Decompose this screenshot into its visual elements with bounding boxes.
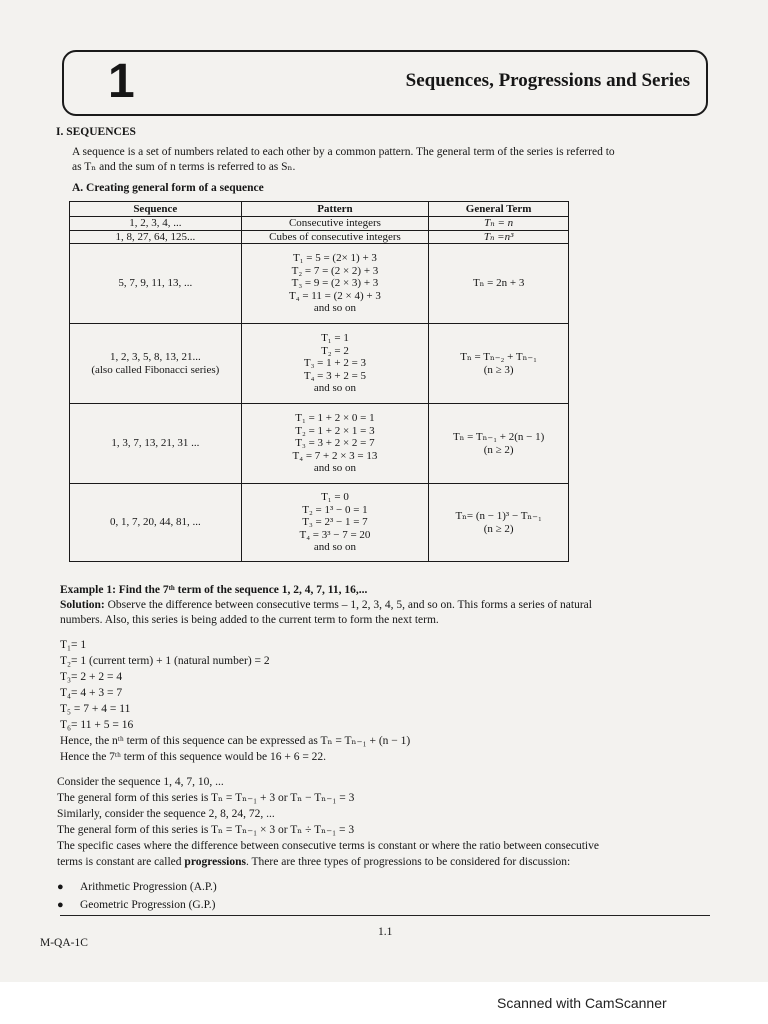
pattern-cell	[241, 217, 429, 231]
intro-line-2: as Tₙ and the sum of n terms is referred to as Sₙ.	[72, 161, 296, 173]
term-text: Tₙ =n³	[483, 230, 514, 243]
term-cell	[429, 484, 569, 562]
pattern-text: and so on	[313, 382, 357, 395]
table-row	[70, 230, 569, 244]
scanner-banner	[0, 982, 768, 1024]
pattern-text: T₁ = 5 = (2× 1) + 3	[292, 252, 377, 265]
pattern-text: T₂ = 1³ − 0 = 1	[302, 503, 368, 516]
table-row	[70, 404, 569, 484]
term-condition: (n ≥ 2)	[483, 443, 514, 456]
table-row	[70, 244, 569, 324]
section-heading: I. SEQUENCES	[56, 126, 136, 138]
pattern-text: T₂ = 7 = (2 × 2) + 3	[291, 264, 379, 277]
pattern-text: T₂ = 1 + 2 × 1 = 3	[295, 424, 375, 437]
consider-line: Similarly, consider the sequence 2, 8, 24, 72, ...	[57, 808, 275, 820]
chapter-title: Sequences, Progressions and Series	[405, 70, 690, 91]
term-text: Tₙ= (n − 1)³ − Tₙ₋₁	[455, 510, 542, 522]
solution-text: Observe the difference between consecutive terms – 1, 2, 3, 4, 5, and so on. This forms a series of natural	[104, 599, 592, 611]
sequence-note: (also called Fibonacci series)	[91, 363, 220, 376]
sequence-text: 1, 8, 27, 64, 125...	[115, 230, 196, 243]
example-step: T₂= 1 (current term) + 1 (natural number) = 2	[60, 655, 270, 667]
consider-line: The general form of this series is Tₙ = Tₙ₋₁ + 3 or Tₙ − Tₙ₋₁ = 3	[57, 792, 355, 804]
term-cell	[429, 217, 569, 231]
sequence-cell	[70, 244, 242, 324]
sequence-text: 1, 3, 7, 13, 21, 31 ...	[111, 437, 200, 450]
sequence-table	[69, 201, 569, 562]
example-step: Hence, the nᵗʰ term of this sequence can be expressed as Tₙ = Tₙ₋₁ + (n − 1)	[60, 735, 411, 747]
sequence-text: 5, 7, 9, 11, 13, ...	[118, 277, 193, 290]
term-cell	[429, 230, 569, 244]
table-header-cell: Sequence	[70, 202, 242, 217]
term-cell	[429, 324, 569, 404]
pattern-text: T₁ = 1	[321, 332, 349, 345]
consider-line: Consider the sequence 1, 4, 7, 10, ...	[57, 776, 224, 788]
pattern-text: T₄ = 7 + 2 × 3 = 13	[292, 449, 378, 462]
chapter-header-box	[62, 50, 708, 116]
example-step: T₁= 1	[60, 639, 87, 651]
term-text: Tₙ = n	[484, 217, 514, 229]
sequence-cell	[70, 484, 242, 562]
chapter-number: 1	[108, 55, 135, 108]
pattern-text: T₂ = 2	[321, 344, 349, 357]
term-cell	[429, 244, 569, 324]
sequence-text: 0, 1, 7, 20, 44, 81, ...	[109, 516, 201, 529]
pattern-text: Consecutive integers	[288, 217, 381, 229]
example-step: Hence the 7ᵗʰ term of this sequence would be 16 + 6 = 22.	[60, 751, 327, 763]
table-header-cell: Pattern	[241, 202, 429, 217]
progressions-keyword: progressions	[184, 856, 246, 868]
pattern-text: T₄ = 11 = (2 × 4) + 3	[289, 289, 381, 302]
progressions-text: terms is constant are called	[57, 856, 185, 868]
term-text: Tₙ = Tₙ₋₂ + Tₙ₋₁	[460, 351, 537, 363]
footer-code: M-QA-1C	[40, 937, 88, 949]
pattern-text: and so on	[313, 462, 357, 475]
example-step: T₅ = 7 + 4 = 11	[60, 703, 131, 715]
term-text: Tₙ = Tₙ₋₁ + 2(n − 1)	[452, 431, 545, 443]
pattern-cell	[241, 230, 429, 244]
table-row	[70, 484, 569, 562]
page-number: 1.1	[378, 926, 393, 938]
table-header-row	[70, 202, 569, 217]
sequence-cell	[70, 324, 242, 404]
example-step: T₃= 2 + 2 = 4	[60, 671, 123, 683]
example-title: Example 1: Find the 7ᵗʰ term of the sequence 1, 2, 4, 7, 11, 16,...	[60, 584, 368, 596]
solution-line-2: numbers. Also, this series is being added to the current term to form the next term.	[60, 614, 439, 626]
progressions-line-2	[57, 856, 570, 869]
sequence-text: 1, 2, 3, 4, ...	[129, 217, 182, 229]
sequence-text: 1, 2, 3, 5, 8, 13, 21...	[109, 351, 201, 363]
term-condition: (n ≥ 3)	[483, 363, 514, 376]
solution-line-1	[60, 599, 592, 612]
footer-rule	[60, 915, 710, 916]
term-condition: (n ≥ 2)	[483, 522, 514, 535]
pattern-cell	[241, 404, 429, 484]
sequence-cell	[70, 404, 242, 484]
pattern-text: T₃ = 1 + 2 = 3	[303, 357, 367, 370]
progressions-text: . There are three types of progressions to be considered for discussion:	[245, 856, 571, 868]
bullet-icon: ●	[57, 881, 64, 893]
pattern-text: T₃ = 9 = (2 × 3) + 3	[291, 277, 379, 290]
bullet-item: Arithmetic Progression (A.P.)	[80, 881, 217, 893]
consider-line: The general form of this series is Tₙ = Tₙ₋₁ × 3 or Tₙ ÷ Tₙ₋₁ = 3	[57, 824, 355, 836]
table-row	[70, 217, 569, 231]
pattern-cell	[241, 244, 429, 324]
pattern-cell	[241, 324, 429, 404]
solution-label: Solution:	[60, 599, 105, 611]
pattern-text: and so on	[313, 541, 357, 554]
table-row	[70, 324, 569, 404]
pattern-text: T₁ = 1 + 2 × 0 = 1	[295, 412, 375, 425]
bullet-icon: ●	[57, 899, 64, 911]
term-cell	[429, 404, 569, 484]
pattern-text: T₁ = 0	[321, 491, 349, 504]
pattern-text: T₃ = 2³ − 1 = 7	[302, 516, 368, 529]
term-text: Tₙ = 2n + 3	[472, 277, 525, 290]
progressions-line-1: The specific cases where the difference between consecutive terms is constant or where the ratio between consecutive	[57, 840, 599, 852]
pattern-text: Cubes of consecutive integers	[269, 230, 401, 243]
subheading: A. Creating general form of a sequence	[72, 182, 264, 194]
table-header-cell: General Term	[429, 202, 569, 217]
pattern-text: T₄ = 3 + 2 = 5	[303, 369, 367, 382]
pattern-cell	[241, 484, 429, 562]
example-step: T₄= 4 + 3 = 7	[60, 687, 123, 699]
bullet-item: Geometric Progression (G.P.)	[80, 899, 216, 911]
sequence-cell	[70, 217, 242, 231]
pattern-text: T₃ = 3 + 2 × 2 = 7	[295, 437, 375, 450]
sequence-cell	[70, 230, 242, 244]
pattern-text: and so on	[313, 302, 357, 315]
intro-line-1: A sequence is a set of numbers related to each other by a common pattern. The general term of the series is referred to	[72, 146, 615, 158]
pattern-text: T₄ = 3³ − 7 = 20	[299, 528, 371, 541]
example-step: T₆= 11 + 5 = 16	[60, 719, 134, 731]
scanner-text: Scanned with CamScanner	[497, 995, 667, 1011]
